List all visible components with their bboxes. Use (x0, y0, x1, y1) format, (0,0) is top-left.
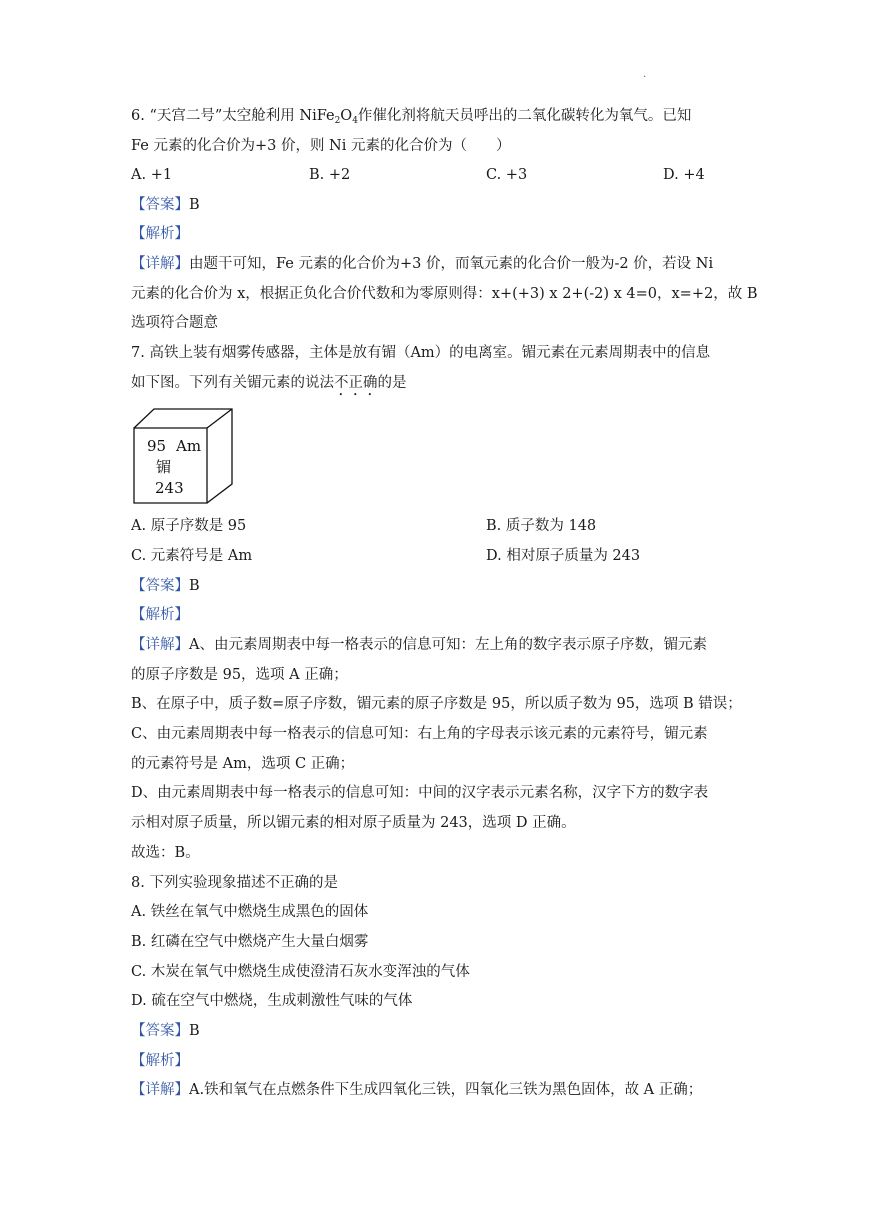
element-name: 镅 (156, 458, 172, 476)
element-symbol: Am (176, 437, 202, 455)
q7-option-c: C. 元素符号是 Am (131, 548, 253, 564)
q6-option-d: D. +4 (663, 167, 705, 183)
q8-option-b: B. 红磷在空气中燃烧产生大量白烟雾 (131, 934, 369, 950)
q7-option-a: A. 原子序数是 95 (131, 518, 247, 534)
q7-detail-line3: B、在原子中，质子数=原子序数，镅元素的原子序数是 95，所以质子数为 95，选项 B 错误； (131, 696, 742, 712)
q6-detail-line1: 【详解】由题干可知，Fe 元素的化合价为+3 价，而氧元素的化合价一般为-2 价，若设 Ni (131, 256, 714, 272)
element-mass: 243 (155, 479, 184, 497)
q7-answer: 【答案】B (131, 578, 200, 594)
q6-option-c: C. +3 (486, 167, 528, 183)
q6-option-a: A. +1 (131, 167, 173, 183)
q7-detail-line8: 故选：B。 (131, 845, 200, 861)
q6-option-b: B. +2 (309, 167, 351, 183)
q6-stem-line2: Fe 元素的化合价为+3 价，则 Ni 元素的化合价为（ ） (131, 138, 511, 154)
q6-detail-line2: 元素的化合价为 x，根据正负化合价代数和为零原则得：x+(+3) x 2+(-2) x 4=0，x=+2，故 B (131, 286, 758, 302)
q7-option-d: D. 相对原子质量为 243 (486, 548, 641, 564)
q6-detail-line3: 选项符合题意 (131, 315, 218, 331)
q8-option-c: C. 木炭在氧气中燃烧生成使澄清石灰水变浑浊的气体 (131, 964, 470, 980)
q7-detail-line7: 示相对原子质量，所以镅元素的相对原子质量为 243，选项 D 正确。 (131, 815, 576, 831)
page-dot: · (643, 72, 647, 83)
q8-option-d: D. 硫在空气中燃烧，生成刺激性气味的气体 (131, 993, 413, 1009)
element-tile-diagram (133, 408, 235, 506)
q8-detail-line1: 【详解】A.铁和氧气在点燃条件下生成四氧化三铁，四氧化三铁为黑色固体，故 A 正确； (131, 1082, 703, 1098)
element-atomic-number: 95 (147, 437, 167, 455)
q7-detail-line2: 的原子序数是 95，选项 A 正确； (131, 667, 348, 683)
q8-answer: 【答案】B (131, 1023, 200, 1039)
q7-stem-line2: 如下图。下列有关镅元素的说法不正确的是 (131, 375, 407, 391)
q7-detail-line4: C、由元素周期表中每一格表示的信息可知：右上角的字母表示该元素的元素符号，镅元素 (131, 726, 708, 742)
q6-answer: 【答案】B (131, 197, 200, 213)
q6-stem-line1: 6. “天宫二号”太空舱利用 $NiFe_2O_4$作催化剂将航天员呼出的二氧化碳转化为氧气。已知 (131, 108, 692, 126)
q7-detail-line1: 【详解】A、由元素周期表中每一格表示的信息可知：左上角的数字表示原子序数，镅元素 (131, 637, 707, 653)
q7-analysis-tag: 【解析】 (131, 607, 189, 623)
q7-option-b: B. 质子数为 148 (486, 518, 597, 534)
q8-option-a: A. 铁丝在氧气中燃烧生成黑色的固体 (131, 904, 369, 920)
q7-stem-line1: 7. 高铁上装有烟雾传感器，主体是放有镅（Am）的电离室。镅元素在元素周期表中的信息 (131, 345, 711, 361)
q8-stem: 8. 下列实验现象描述不正确的是 (131, 875, 338, 891)
q6-analysis-tag: 【解析】 (131, 226, 189, 242)
q7-detail-line5: 的元素符号是 Am，选项 C 正确； (131, 756, 355, 772)
q8-analysis-tag: 【解析】 (131, 1053, 189, 1069)
q7-detail-line6: D、由元素周期表中每一格表示的信息可知：中间的汉字表示元素名称，汉字下方的数字表 (131, 785, 709, 801)
